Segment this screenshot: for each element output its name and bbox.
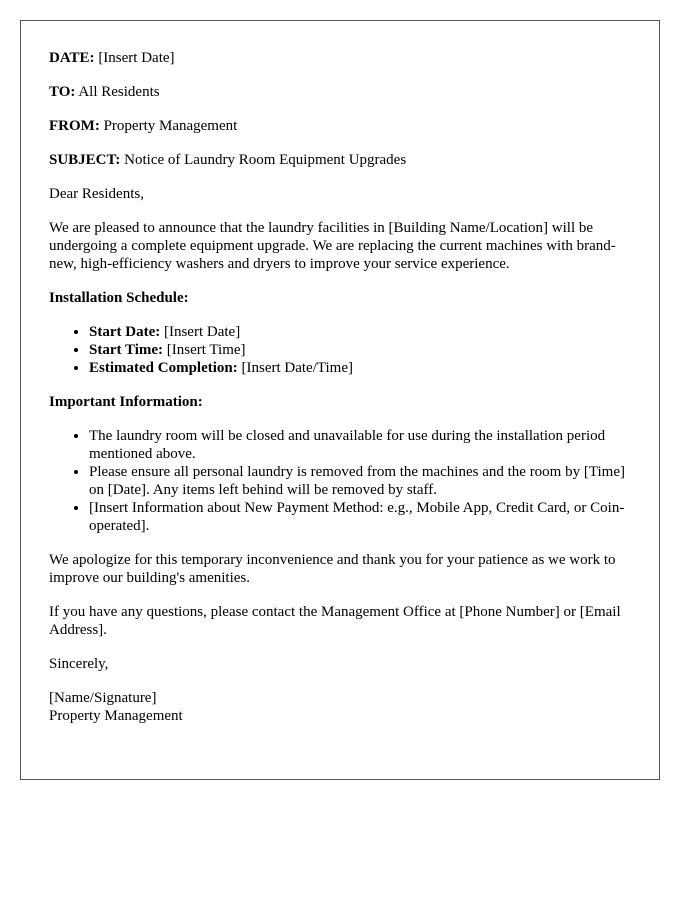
list-item: • [Insert Information about New Payment Method: e.g., Mobile App, Credit Card, or Coin-operated].: [89, 499, 631, 535]
list-item: • The laundry room will be closed and unavailable for use during the installation period mentioned above.: [89, 427, 631, 463]
schedule-heading: Installation Schedule:: [49, 290, 189, 306]
important-heading: Important Information:: [49, 394, 203, 410]
subject-label: SUBJECT:: [49, 152, 121, 168]
schedule-item-label: Estimated Completion:: [89, 360, 238, 376]
intro-paragraph: We are pleased to announce that the laundry facilities in [Building Name/Location] will be undergoing a complete equipment upgrade. We are replacing the current machines with brand-new, high-efficiency washers and dryers to improve your service experience.: [49, 220, 616, 272]
from-line: [49, 117, 631, 135]
apology-paragraph: We apologize for this temporary inconvenience and thank you for your patience as we work to improve our building's amenities.: [49, 552, 616, 586]
to-label: TO:: [49, 84, 76, 100]
date-line: [49, 49, 631, 67]
date-label: DATE:: [49, 50, 95, 66]
schedule-list: [49, 323, 631, 377]
signature-block: [49, 689, 631, 725]
list-item: [89, 359, 631, 377]
important-list: [49, 427, 631, 535]
signature-org: Property Management: [49, 708, 183, 724]
schedule-item-value: [Insert Date/Time]: [241, 360, 354, 376]
schedule-item-label: Start Time:: [89, 342, 164, 358]
from-value: Property Management: [103, 118, 238, 134]
signature-name: [Name/Signature]: [49, 690, 157, 706]
subject-line: [49, 151, 631, 169]
contact-paragraph: If you have any questions, please contact the Management Office at [Phone Number] or [Email Address].: [49, 604, 621, 638]
to-line: [49, 83, 631, 101]
list-item: [89, 323, 631, 341]
subject-value: Notice of Laundry Room Equipment Upgrades: [124, 152, 407, 168]
schedule-item-value: [Insert Time]: [166, 342, 246, 358]
schedule-item-value: [Insert Date]: [163, 324, 241, 340]
closing: Sincerely,: [49, 656, 109, 672]
list-item: • Please ensure all personal laundry is removed from the machines and the room by [Time] on [Date]. Any items left behind will be removed by staff.: [89, 463, 631, 499]
date-value: [Insert Date]: [98, 50, 175, 66]
from-label: FROM:: [49, 118, 100, 134]
greeting: Dear Residents,: [49, 186, 144, 202]
notice-letter: [20, 20, 660, 780]
schedule-item-label: Start Date:: [89, 324, 161, 340]
to-value: All Residents: [78, 84, 160, 100]
list-item: [89, 341, 631, 359]
